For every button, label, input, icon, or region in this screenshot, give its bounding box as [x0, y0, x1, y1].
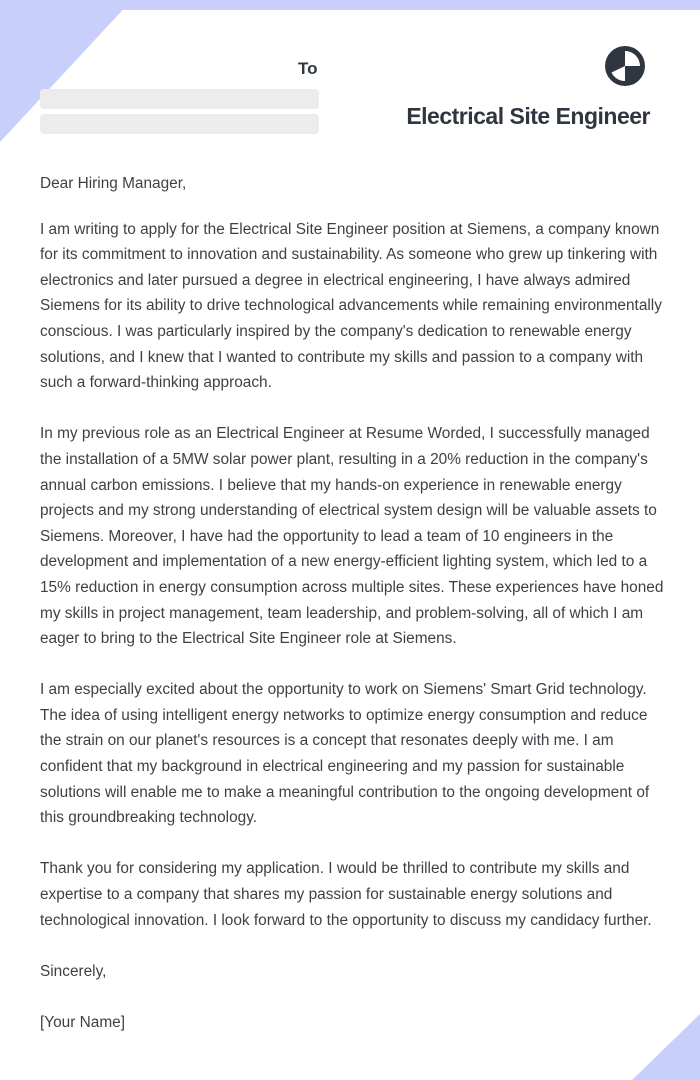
body-paragraph-3: I am especially excited about the opportunity to work on Siemens' Smart Grid technology. The idea of using intelligent energy networks to optimize energy consumption and reduce the strain on our planet's resources is a concept that resonates deeply with me. I am confident that my background in electrical engineering and my passion for sustainable solutions will enable me to make a meaningful contribution to the ongoing development of this groundbreaking technology.: [40, 681, 650, 827]
recipient-to-label: To: [298, 59, 318, 78]
body-paragraph-2: In my previous role as an Electrical Engineer at Resume Worded, I successfully managed the installation of a 5MW solar power plant, resulting in a 20% reduction in the company's annual carbon emissions. I believe that my hands-on experience in renewable energy projects and my strong understanding of electrical system design will be valuable assets to Siemens. Moreover, I have had the opportunity to lead a team of 10 engineers in the development and implementation of a new energy-efficient lighting system, which led to a 15% reduction in energy consumption across multiple sites. These experiences have honed my skills in project management, team leadership, and problem-solving, all of which I am eager to bring to the Electrical Site Engineer role at Siemens.: [40, 425, 664, 648]
pie-chart-logo-icon: [603, 44, 647, 88]
recipient-placeholder-line-1: [40, 89, 319, 109]
body-paragraph-1: I am writing to apply for the Electrical Site Engineer position at Siemens, a company known for its commitment to innovation and sustainability. As someone who grew up tinkering with electronics and later pursued a degree in electrical engineering, I have always admired Siemens for its ability to drive technological advancements while remaining environmentally conscious. I was particularly inspired by the company's dedication to renewable energy solutions, and I knew that I wanted to contribute my skills and passion to a company with such a forward-thinking approach.: [40, 220, 662, 392]
closing: Sincerely,: [40, 962, 107, 980]
signature-placeholder: [Your Name]: [40, 1014, 125, 1031]
recipient-placeholder-line-2: [40, 114, 319, 134]
body-paragraph-4: Thank you for considering my application. I would be thrilled to contribute my skills and expertise to a company that shares my passion for sustainable energy solutions and technological innovation. I look forward to the opportunity to discuss my candidacy further.: [40, 860, 652, 929]
job-title-heading: Electrical Site Engineer: [406, 103, 650, 129]
letter-body: [40, 171, 664, 1061]
salutation: Dear Hiring Manager,: [40, 175, 187, 192]
